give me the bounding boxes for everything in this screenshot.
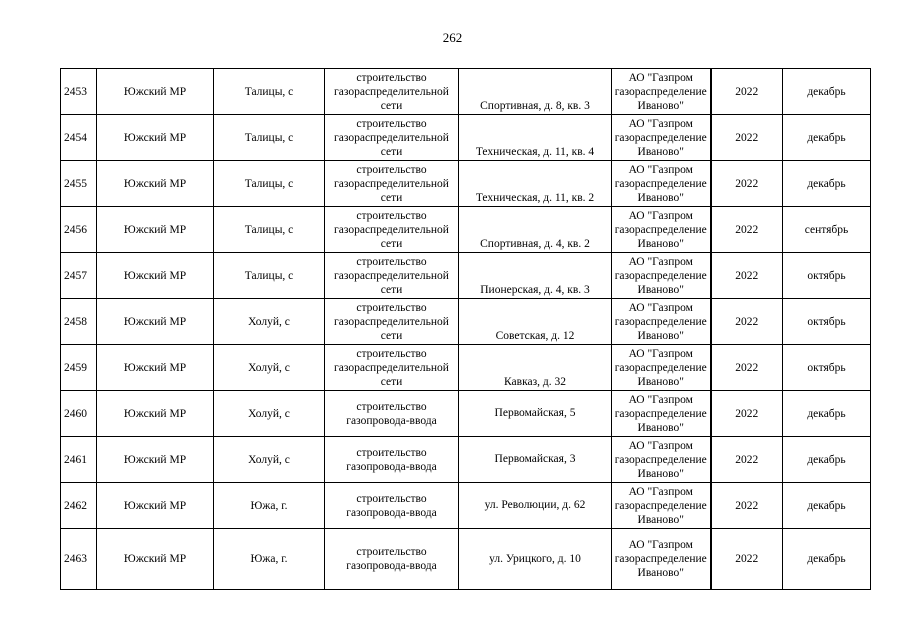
table-row bbox=[61, 437, 871, 483]
table-row bbox=[61, 483, 871, 529]
row-number-cell: 2462 bbox=[61, 483, 97, 529]
work-type-cell: строительство газопровода-ввода bbox=[325, 391, 459, 437]
locality-cell: Талицы, с bbox=[214, 253, 325, 299]
district-cell: Южский МР bbox=[97, 115, 214, 161]
locality-cell: Холуй, с bbox=[214, 391, 325, 437]
row-number-cell: 2458 bbox=[61, 299, 97, 345]
month-cell: октябрь bbox=[783, 253, 871, 299]
locality-cell: Холуй, с bbox=[214, 345, 325, 391]
month-cell: декабрь bbox=[783, 529, 871, 590]
table-row bbox=[61, 253, 871, 299]
year-cell: 2022 bbox=[711, 299, 783, 345]
row-number-cell: 2455 bbox=[61, 161, 97, 207]
year-cell: 2022 bbox=[711, 115, 783, 161]
district-cell: Южский МР bbox=[97, 299, 214, 345]
month-cell: декабрь bbox=[783, 69, 871, 115]
row-number-cell: 2457 bbox=[61, 253, 97, 299]
district-cell: Южский МР bbox=[97, 207, 214, 253]
work-type-cell: строительство газопровода-ввода bbox=[325, 483, 459, 529]
table-row bbox=[61, 115, 871, 161]
locality-cell: Талицы, с bbox=[214, 115, 325, 161]
work-type-cell: строительство газораспределительной сети bbox=[325, 299, 459, 345]
row-number-cell: 2460 bbox=[61, 391, 97, 437]
district-cell: Южский МР bbox=[97, 529, 214, 590]
year-cell: 2022 bbox=[711, 161, 783, 207]
row-number-cell: 2461 bbox=[61, 437, 97, 483]
row-number-cell: 2456 bbox=[61, 207, 97, 253]
year-cell: 2022 bbox=[711, 207, 783, 253]
address-cell: Спортивная, д. 8, кв. 3 bbox=[459, 69, 612, 115]
month-cell: декабрь bbox=[783, 161, 871, 207]
district-cell: Южский МР bbox=[97, 161, 214, 207]
address-cell: ул. Революции, д. 62 bbox=[459, 483, 612, 529]
organization-cell: АО "Газпром газораспределение Иваново" bbox=[612, 483, 711, 529]
address-cell: Пионерская, д. 4, кв. 3 bbox=[459, 253, 612, 299]
work-type-cell: строительство газораспределительной сети bbox=[325, 345, 459, 391]
row-number-cell: 2459 bbox=[61, 345, 97, 391]
month-cell: октябрь bbox=[783, 299, 871, 345]
work-type-cell: строительство газораспределительной сети bbox=[325, 207, 459, 253]
table-row bbox=[61, 161, 871, 207]
address-cell: Кавказ, д. 32 bbox=[459, 345, 612, 391]
table-row bbox=[61, 391, 871, 437]
address-cell: Техническая, д. 11, кв. 4 bbox=[459, 115, 612, 161]
table-row bbox=[61, 345, 871, 391]
work-type-cell: строительство газопровода-ввода bbox=[325, 529, 459, 590]
table-row bbox=[61, 529, 871, 590]
work-type-cell: строительство газораспределительной сети bbox=[325, 253, 459, 299]
month-cell: декабрь bbox=[783, 115, 871, 161]
month-cell: декабрь bbox=[783, 391, 871, 437]
district-cell: Южский МР bbox=[97, 483, 214, 529]
address-cell: Спортивная, д. 4, кв. 2 bbox=[459, 207, 612, 253]
month-cell: октябрь bbox=[783, 345, 871, 391]
locality-cell: Холуй, с bbox=[214, 299, 325, 345]
year-cell: 2022 bbox=[711, 437, 783, 483]
address-cell: ул. Урицкого, д. 10 bbox=[459, 529, 612, 590]
organization-cell: АО "Газпром газораспределение Иваново" bbox=[612, 161, 711, 207]
organization-cell: АО "Газпром газораспределение Иваново" bbox=[612, 207, 711, 253]
organization-cell: АО "Газпром газораспределение Иваново" bbox=[612, 391, 711, 437]
organization-cell: АО "Газпром газораспределение Иваново" bbox=[612, 69, 711, 115]
district-cell: Южский МР bbox=[97, 345, 214, 391]
organization-cell: АО "Газпром газораспределение Иваново" bbox=[612, 299, 711, 345]
row-number-cell: 2453 bbox=[61, 69, 97, 115]
locality-cell: Талицы, с bbox=[214, 69, 325, 115]
organization-cell: АО "Газпром газораспределение Иваново" bbox=[612, 253, 711, 299]
organization-cell: АО "Газпром газораспределение Иваново" bbox=[612, 115, 711, 161]
year-cell: 2022 bbox=[711, 483, 783, 529]
work-type-cell: строительство газораспределительной сети bbox=[325, 69, 459, 115]
table-row bbox=[61, 207, 871, 253]
year-cell: 2022 bbox=[711, 529, 783, 590]
district-cell: Южский МР bbox=[97, 437, 214, 483]
month-cell: декабрь bbox=[783, 437, 871, 483]
organization-cell: АО "Газпром газораспределение Иваново" bbox=[612, 529, 711, 590]
district-cell: Южский МР bbox=[97, 253, 214, 299]
district-cell: Южский МР bbox=[97, 391, 214, 437]
table-row bbox=[61, 69, 871, 115]
year-cell: 2022 bbox=[711, 69, 783, 115]
work-type-cell: строительство газораспределительной сети bbox=[325, 115, 459, 161]
month-cell: декабрь bbox=[783, 483, 871, 529]
locality-cell: Талицы, с bbox=[214, 161, 325, 207]
address-cell: Первомайская, 3 bbox=[459, 437, 612, 483]
locality-cell: Талицы, с bbox=[214, 207, 325, 253]
address-cell: Техническая, д. 11, кв. 2 bbox=[459, 161, 612, 207]
row-number-cell: 2454 bbox=[61, 115, 97, 161]
district-cell: Южский МР bbox=[97, 69, 214, 115]
year-cell: 2022 bbox=[711, 253, 783, 299]
row-number-cell: 2463 bbox=[61, 529, 97, 590]
address-cell: Советская, д. 12 bbox=[459, 299, 612, 345]
work-type-cell: строительство газопровода-ввода bbox=[325, 437, 459, 483]
organization-cell: АО "Газпром газораспределение Иваново" bbox=[612, 345, 711, 391]
locality-cell: Южа, г. bbox=[214, 483, 325, 529]
locality-cell: Южа, г. bbox=[214, 529, 325, 590]
month-cell: сентябрь bbox=[783, 207, 871, 253]
organization-cell: АО "Газпром газораспределение Иваново" bbox=[612, 437, 711, 483]
work-type-cell: строительство газораспределительной сети bbox=[325, 161, 459, 207]
year-cell: 2022 bbox=[711, 345, 783, 391]
page-number: 262 bbox=[442, 30, 463, 45]
year-cell: 2022 bbox=[711, 391, 783, 437]
locality-cell: Холуй, с bbox=[214, 437, 325, 483]
gasification-table bbox=[60, 68, 871, 590]
table-row bbox=[61, 299, 871, 345]
address-cell: Первомайская, 5 bbox=[459, 391, 612, 437]
